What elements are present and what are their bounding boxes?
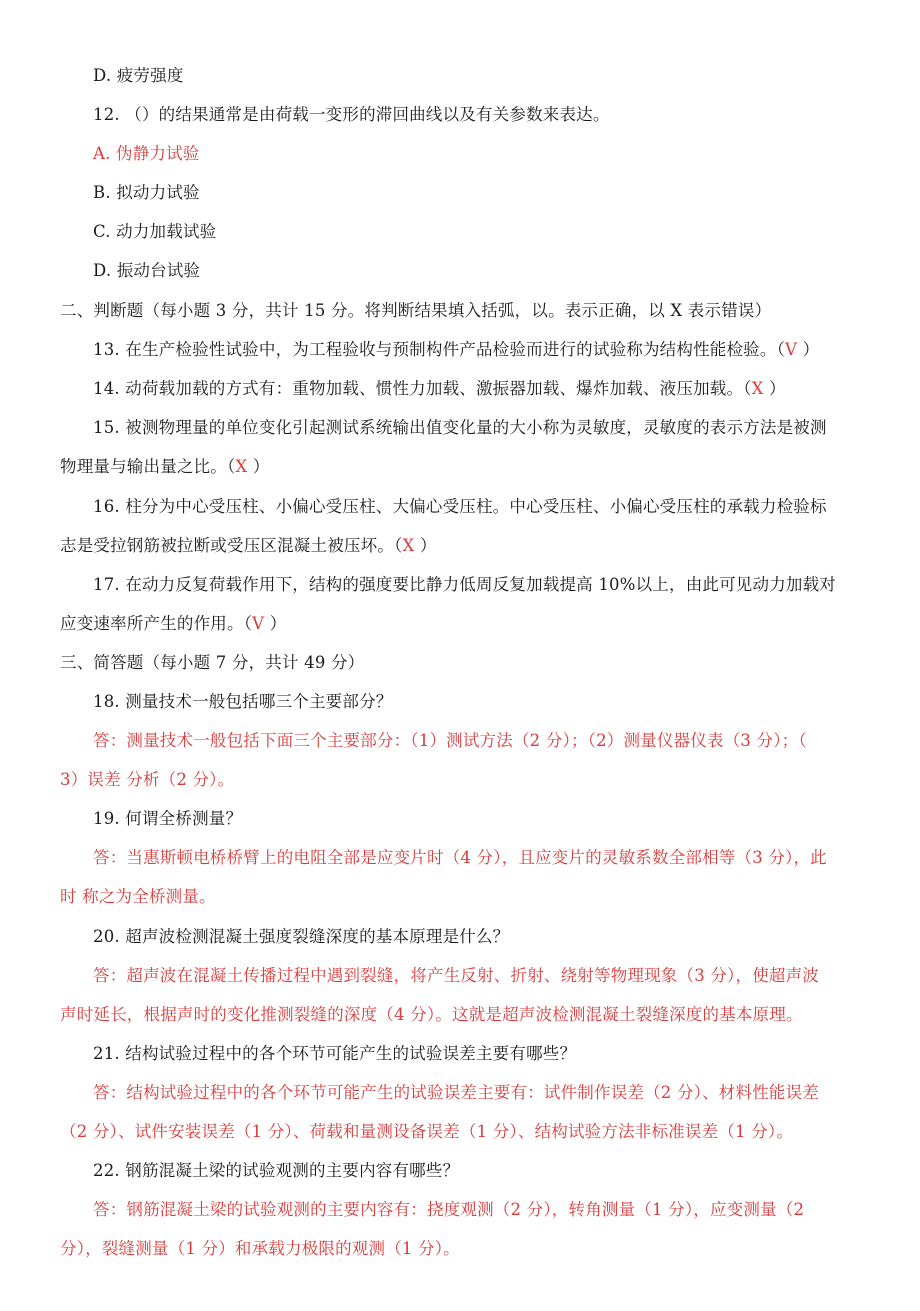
q17-line2: [60, 613, 286, 635]
q18-answer-line2: 3）误差 分析（2 分）。: [60, 770, 235, 789]
q14-statement: [93, 378, 786, 400]
q12-stem: 12. （）的结果通常是由荷载一变形的滞回曲线以及有关参数来表达。: [93, 105, 610, 124]
q21-stem: 21. 结构试验过程中的各个环节可能产生的试验误差主要有哪些？: [93, 1044, 577, 1063]
q21-answer-line1: 答：结构试验过程中的各个环节可能产生的试验误差主要有：试件制作误差（2 分）、材料性能误差: [93, 1083, 819, 1102]
q18-answer-line1: 答：测量技术一般包括下面三个主要部分：（1）测试方法（2 分）；（2）测量仪器仪表（3 分）；（: [93, 731, 807, 750]
q20-answer-line1: 答：超声波在混凝土传播过程中遇到裂缝，将产生反射、折射、绕射等物理现象（3 分），使超声波: [93, 966, 819, 985]
q17-answer-mark: V: [252, 614, 265, 633]
q12-option-d: D. 振动台试验: [93, 261, 201, 280]
q11-option-d: D. 疲劳强度: [93, 66, 184, 85]
q16-close: ）: [414, 536, 437, 555]
q19-answer-line1: 答：当惠斯顿电桥桥臂上的电阻全部是应变片时（4 分），且应变片的灵敏系数全部相等（3 分），此: [93, 848, 827, 867]
q14-text: 14. 动荷载加载的方式有：重物加载、惯性力加载、激振器加载、爆炸加载、液压加载。（: [93, 379, 752, 398]
q15-answer-mark: X: [235, 457, 248, 476]
section3-heading: 三、简答题（每小题 7 分，共计 49 分）: [60, 653, 365, 672]
q16-text: 志是受拉钢筋被拉断或受压区混凝土被压坏。（: [60, 536, 403, 555]
q19-answer-line2: 时 称之为全桥测量。: [60, 887, 216, 906]
q21-answer-line2: （2 分）、试件安装误差（1 分）、荷载和量测设备误差（1 分）、结构试验方法非标准误差（1 分）。: [60, 1122, 793, 1141]
q15-line1: 15. 被测物理量的单位变化引起测试系统输出值变化量的大小称为灵敏度，灵敏度的表示方法是被测: [93, 418, 827, 437]
q12-option-b: B. 拟动力试验: [93, 183, 200, 202]
q15-close: ）: [247, 457, 270, 476]
q22-stem: 22. 钢筋混凝土梁的试验观测的主要内容有哪些？: [93, 1161, 460, 1180]
q16-line1: 16. 柱分为中心受压柱、小偏心受压柱、大偏心受压柱。中心受压柱、小偏心受压柱的承载力检验标: [93, 497, 827, 516]
q20-stem: 20. 超声波检测混凝土强度裂缝深度的基本原理是什么？: [93, 927, 510, 946]
q16-answer-mark: X: [402, 536, 415, 555]
q13-statement: [93, 339, 819, 361]
q22-answer-line2: 分），裂缝测量（1 分）和承载力极限的观测（1 分）。: [60, 1239, 460, 1258]
q17-text: 应变速率所产生的作用。（: [60, 614, 253, 633]
q13-text: 13. 在生产检验性试验中，为工程验收与预制构件产品检验而进行的试验称为结构性能检验。（: [93, 340, 786, 359]
q14-answer-mark: X: [751, 379, 764, 398]
q12-option-c: C. 动力加载试验: [93, 222, 217, 241]
q22-answer-line1: 答：钢筋混凝土梁的试验观测的主要内容有：挠度观测（2 分），转角测量（1 分），应变测量（2: [93, 1200, 805, 1219]
q15-text: 物理量与输出量之比。（: [60, 457, 236, 476]
q18-stem: 18. 测量技术一般包括哪三个主要部分？: [93, 692, 393, 711]
q16-line2: [60, 535, 437, 557]
q19-stem: 19. 何谓全桥测量？: [93, 809, 243, 828]
q15-line2: [60, 456, 270, 478]
q17-line1: 17. 在动力反复荷载作用下，结构的强度要比静力低周反复加载提高 10%以上，由此可见动力加载对: [93, 575, 837, 594]
q13-answer-mark: V: [785, 340, 798, 359]
q14-close: ）: [763, 379, 786, 398]
section2-heading: 二、判断题（每小题 3 分，共计 15 分。将判断结果填入括弧，以。表示正确，以 X 表示错误）: [60, 301, 772, 320]
q20-answer-line2: 声时延长，根据声时的变化推测裂缝的深度（4 分）。这就是超声波检测混凝土裂缝深度的基本原理。: [60, 1005, 803, 1024]
q13-close: ）: [797, 340, 820, 359]
q17-close: ）: [264, 614, 287, 633]
q12-option-a: A. 伪静力试验: [93, 144, 200, 163]
